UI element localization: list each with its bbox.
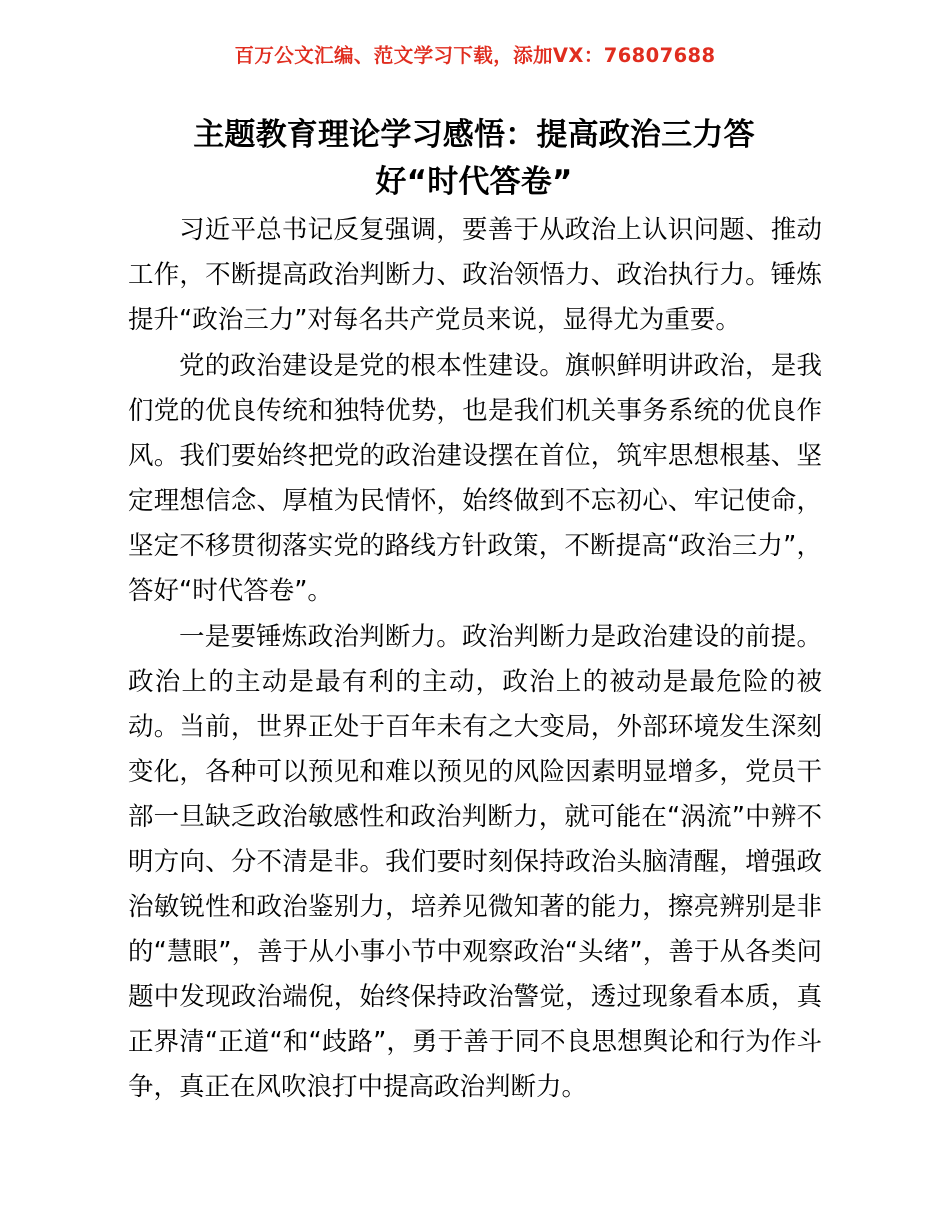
document-title (128, 112, 820, 206)
body-paragraph: 习近平总书记反复强调，要善于从政治上认识问题、推动工作，不断提高政治判断力、政治领悟力、政治执行力。锤炼提升“政治三力”对每名共产党员来说，显得尤为重要。 (128, 215, 822, 335)
body-paragraph: 党的政治建设是党的根本性建设。旗帜鲜明讲政治，是我们党的优良传统和独特优势，也是我们机关事务系统的优良作风。我们要始终把党的政治建设摆在首位，筑牢思想根基、坚定理想信念、厚植为民情怀，始终做到不忘初心、牢记使命，坚定不移贯彻落实党的路线方针政策，不断提高“政治三力”，答好“时代答卷”。 (128, 351, 822, 606)
document-body (128, 208, 822, 1111)
body-paragraph: 一是要锤炼政治判断力。政治判断力是政治建设的前提。政治上的主动是最有利的主动，政治上的被动是最危险的被动。当前，世界正处于百年未有之大变局，外部环境发生深刻变化，各种可以预见和难以预见的风险因素明显增多，党员干部一旦缺乏政治敏感性和政治判断力，就可能在“涡流”中辨不明方向、分不清是非。我们要时刻保持政治头脑清醒，增强政治敏锐性和政治鉴别力，培养见微知著的能力，擦亮辨别是非的“慧眼”，善于从小事小节中观察政治“头绪”，善于从各类问题中发现政治端倪，始终保持政治警觉，透过现象看本质，真正界清“正道“和“歧路”，勇于善于同不良思想舆论和行为作斗争，真正在风吹浪打中提高政治判断力。 (128, 622, 822, 1102)
document-title-line-2: 好“时代答卷” (375, 164, 573, 200)
promo-banner-text: 百万公文汇编、范文学习下载，添加VX：76807688 (234, 44, 716, 67)
document-title-line-1: 主题教育理论学习感悟：提高政治三力答 (193, 117, 755, 153)
